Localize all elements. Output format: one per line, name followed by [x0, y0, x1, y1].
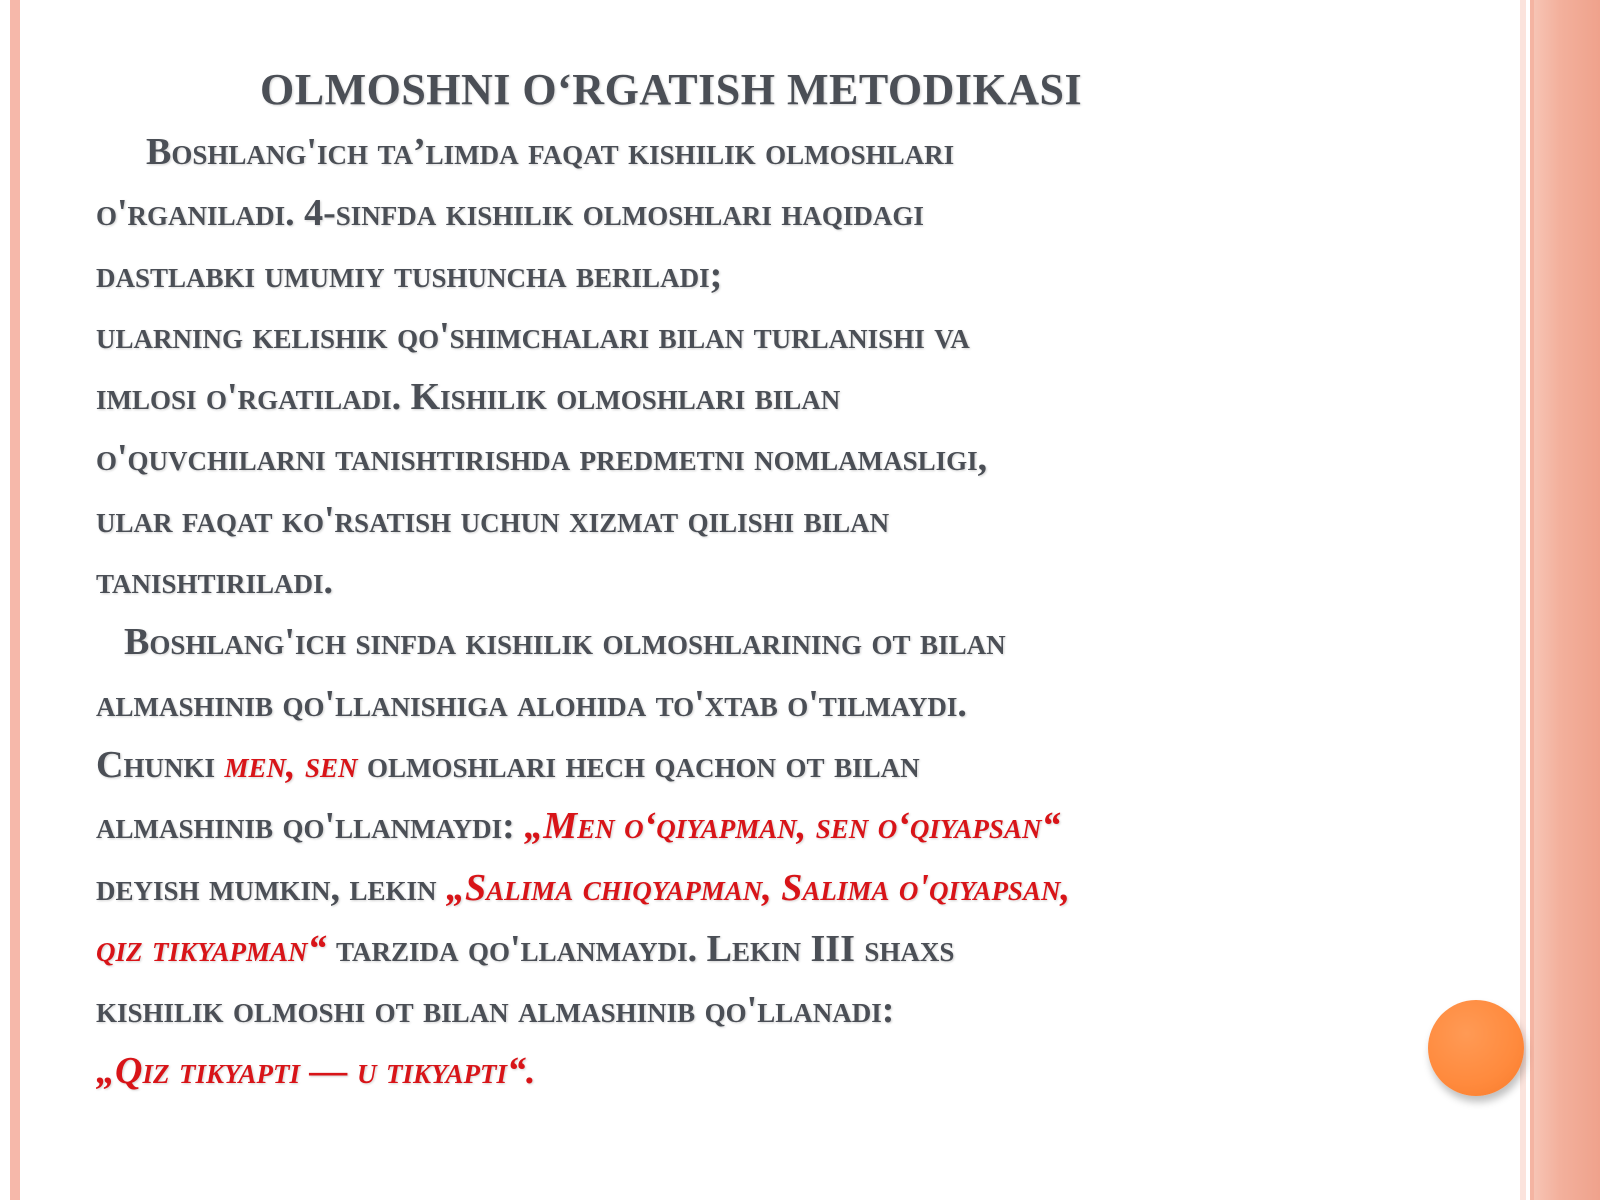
highlight-text: qiz tikyapman“: [96, 927, 327, 970]
quote-mark: „: [446, 866, 466, 909]
p1-line-3: dastlabki umumiy tushuncha beriladi;: [96, 253, 723, 296]
drop-cap: C: [96, 743, 124, 786]
drop-cap: B: [146, 131, 172, 173]
example-text: alima chiqyapman,: [486, 866, 782, 909]
p1-line-4: ularning kelishik qo'shimchalari bilan turlanishi va: [96, 314, 970, 357]
p1-line-2: o'rganiladi. 4-sinfda kishilik olmoshlari haqidagi: [96, 192, 924, 235]
drop-cap: B: [124, 621, 150, 664]
period: .: [525, 1050, 536, 1093]
p1-line-7: ular faqat ko'rsatish uchun xizmat qilishi bilan: [96, 498, 890, 541]
p2-text: oshlang'ich sinfda kishilik olmoshlarining ot bilan: [149, 621, 1006, 664]
example-text: alima o'qiyapsan,: [802, 866, 1070, 909]
roman-numeral: III: [810, 927, 855, 970]
paragraph-1: [96, 122, 1516, 612]
drop-cap: L: [706, 927, 732, 970]
drop-cap: S: [465, 866, 487, 909]
highlight-text: [446, 867, 1070, 909]
p2-text: almashinib qo'llanmaydi:: [96, 805, 525, 848]
p2-line-4: [96, 796, 1516, 857]
p2-text: deyish mumkin, lekin: [96, 866, 447, 909]
p2-line-2: almashinib qo'llanishiga alohida to'xtab o'tilmaydi.: [96, 682, 967, 725]
example-text: en o‘qiyapman, sen o‘qiyapsan“: [577, 805, 1061, 848]
slide-title: OLMOSHNI O‘RGATISH METODIKASI: [260, 65, 1083, 114]
highlight-text: [96, 1050, 526, 1092]
highlight-text: men, sen: [224, 743, 358, 786]
p1-text: ishilik olmoshlari bilan: [440, 376, 841, 419]
slide-content: [96, 58, 1516, 1103]
p2-line-5: [96, 858, 1516, 919]
p2-text: hunki: [123, 743, 225, 786]
drop-cap: K: [410, 376, 441, 419]
paragraph-2: [96, 612, 1516, 1102]
example-text: iz tikyapti — u tikyapti“: [142, 1050, 526, 1093]
drop-cap: M: [543, 805, 578, 848]
p2-line-8: [96, 1041, 1516, 1102]
p2-line-7: kishilik olmoshi ot bilan almashinib qo'llanadi:: [96, 989, 895, 1032]
quote-mark: „: [96, 1050, 115, 1093]
p1-text: imlosi o'rgatiladi.: [96, 376, 411, 419]
quote-mark: „: [524, 805, 544, 848]
drop-cap: Q: [115, 1050, 143, 1093]
highlight-text: [524, 805, 1060, 847]
p1-line-6: o'quvchilarni tanishtirishda predmetni nomlamasligi,: [96, 437, 988, 480]
p1-line-5: [96, 367, 1516, 428]
p2-line-6: [96, 919, 1516, 980]
p2-line-1: [96, 612, 1516, 673]
p2-text: ekin: [731, 927, 811, 970]
p1-line-8: tanishtiriladi.: [96, 560, 334, 603]
p2-text: olmoshlari hech qachon ot bilan: [357, 743, 920, 786]
drop-cap: S: [781, 866, 803, 909]
p2-line-3: [96, 735, 1516, 796]
left-decorative-bar: [10, 0, 20, 1200]
orange-circle-decoration: [1428, 1000, 1524, 1096]
p1-line-1: [96, 122, 1516, 183]
p2-text: tarzida qo'llanmaydi.: [326, 927, 707, 970]
p1-text: oshlang'ich ta’limda faqat kishilik olmoshlari: [171, 131, 955, 173]
right-decorative-line: [1530, 0, 1534, 1200]
p2-text: shaxs: [854, 927, 955, 970]
